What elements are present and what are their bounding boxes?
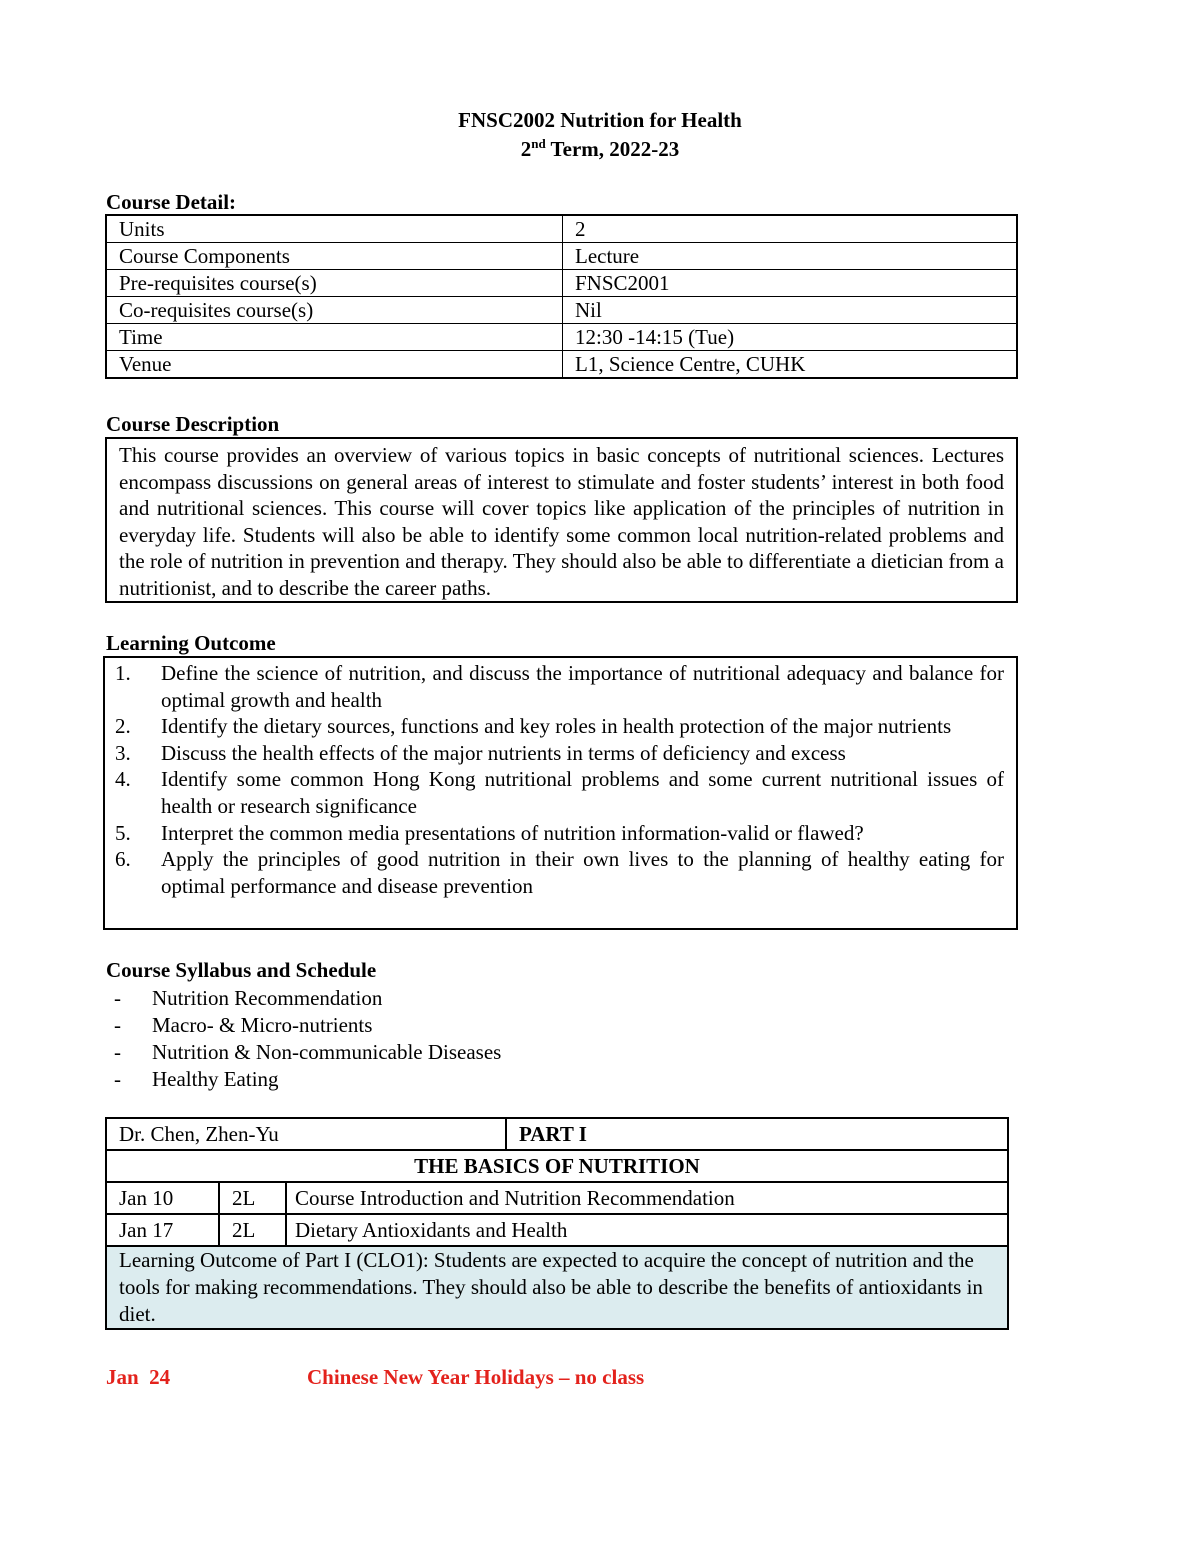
syllabus-item: Macro- & Micro-nutrients: [152, 1013, 373, 1037]
syllabus-heading: Course Syllabus and Schedule: [106, 958, 377, 982]
course-detail-table: [105, 214, 1018, 379]
list-item: [115, 713, 1004, 740]
detail-value: 12:30 -14:15 (Tue): [563, 324, 1018, 351]
table-row: [106, 1214, 1008, 1246]
session-hours: 2L: [219, 1214, 286, 1246]
item-text: Identify some common Hong Kong nutritional problems and some current nutritional issues of health or research significance: [161, 767, 1004, 818]
detail-value: Lecture: [563, 243, 1018, 270]
table-row: [106, 324, 1017, 351]
learning-outcome-box: [103, 656, 1018, 930]
detail-label: Venue: [106, 351, 563, 379]
table-row: [106, 1118, 1008, 1150]
term-ordinal: 2: [520, 137, 532, 161]
part-learning-outcome: Learning Outcome of Part I (CLO1): Students are expected to acquire the concept of nutrition and the tools for making recommendations. They should also be able to describe the benefits of antioxidants in diet.: [106, 1246, 1008, 1329]
bullet-dash: -: [114, 1013, 121, 1037]
item-text: Discuss the health effects of the major nutrients in terms of deficiency and excess: [161, 740, 846, 765]
detail-label: Co-requisites course(s): [106, 297, 563, 324]
table-row: [106, 1246, 1008, 1329]
item-number: 6.: [115, 847, 131, 872]
syllabus-item: Nutrition & Non-communicable Diseases: [152, 1040, 502, 1064]
course-description-box: [105, 437, 1018, 603]
table-row: [106, 297, 1017, 324]
table-row: [106, 243, 1017, 270]
session-date: Jan 17: [106, 1214, 219, 1246]
term-ordinal-suffix: nd: [531, 136, 546, 151]
detail-value: L1, Science Centre, CUHK: [563, 351, 1018, 379]
bullet-dash: -: [114, 1067, 121, 1091]
session-hours: 2L: [219, 1182, 286, 1214]
item-number: 1.: [115, 661, 131, 685]
detail-label: Units: [106, 215, 563, 243]
detail-label: Course Components: [106, 243, 563, 270]
list-item: [115, 660, 1004, 713]
term-line: [0, 136, 1200, 163]
syllabus-item: Nutrition Recommendation: [152, 986, 383, 1010]
list-item: [115, 820, 1004, 847]
course-description-heading: Course Description: [106, 412, 280, 436]
table-row: [106, 270, 1017, 297]
item-text: Identify the dietary sources, functions and key roles in health protection of the major nutrients: [161, 714, 952, 739]
table-row: [106, 351, 1017, 379]
item-number: 4.: [115, 767, 131, 792]
detail-value: 2: [563, 215, 1018, 243]
term-rest: Term, 2022-23: [545, 137, 680, 161]
part-title: THE BASICS OF NUTRITION: [106, 1150, 1008, 1182]
table-row: [106, 215, 1017, 243]
syllabus-item: Healthy Eating: [152, 1067, 279, 1091]
session-date: Jan 10: [106, 1182, 219, 1214]
course-detail-heading: Course Detail:: [106, 190, 237, 214]
list-item: [115, 846, 1004, 899]
course-description-text: This course provides an overview of various topics in basic concepts of nutritional sciences. Lectures encompass discussions on general areas of interest to stimulate and foster students’ interest in both food and nutritional sciences. This course will cover topics like application of the principles of nutrition in everyday life. Students will also be able to identify some common local nutrition-related problems and the role of nutrition in prevention and therapy. They should also be able to differentiate a dietician from a nutritionist, and to describe the career paths.: [119, 443, 1004, 600]
list-item: [114, 1039, 501, 1066]
table-row: [106, 1182, 1008, 1214]
table-row: [106, 1150, 1008, 1182]
lecturer-name: Dr. Chen, Zhen-Yu: [106, 1118, 506, 1150]
detail-label: Pre-requisites course(s): [106, 270, 563, 297]
item-text: Define the science of nutrition, and discuss the importance of nutritional adequacy and balance for optimal growth and health: [161, 661, 1004, 712]
list-item: [115, 740, 1004, 767]
item-number: 3.: [115, 740, 131, 765]
schedule-table: [105, 1117, 1009, 1330]
item-text: Apply the principles of good nutrition in their own lives to the planning of healthy eating for optimal performance and disease prevention: [161, 847, 1004, 898]
holiday-date: Jan 24: [106, 1365, 171, 1389]
list-item: [114, 985, 501, 1012]
detail-value: Nil: [563, 297, 1018, 324]
list-item: [115, 766, 1004, 819]
list-item: [114, 1066, 501, 1093]
list-item: [114, 1012, 501, 1039]
part-label: PART I: [506, 1118, 1008, 1150]
detail-label: Time: [106, 324, 563, 351]
session-topic: Course Introduction and Nutrition Recommendation: [286, 1182, 1008, 1214]
item-number: 5.: [115, 820, 131, 845]
session-topic: Dietary Antioxidants and Health: [286, 1214, 1008, 1246]
detail-value: FNSC2001: [563, 270, 1018, 297]
holiday-notice: Chinese New Year Holidays – no class: [307, 1365, 645, 1389]
course-title: FNSC2002 Nutrition for Health: [458, 108, 742, 132]
syllabus-list: [114, 985, 501, 1093]
item-text: Interpret the common media presentations of nutrition information-valid or flawed?: [161, 820, 864, 845]
bullet-dash: -: [114, 1040, 121, 1064]
item-number: 2.: [115, 714, 131, 739]
learning-outcome-heading: Learning Outcome: [106, 631, 276, 655]
bullet-dash: -: [114, 986, 121, 1010]
